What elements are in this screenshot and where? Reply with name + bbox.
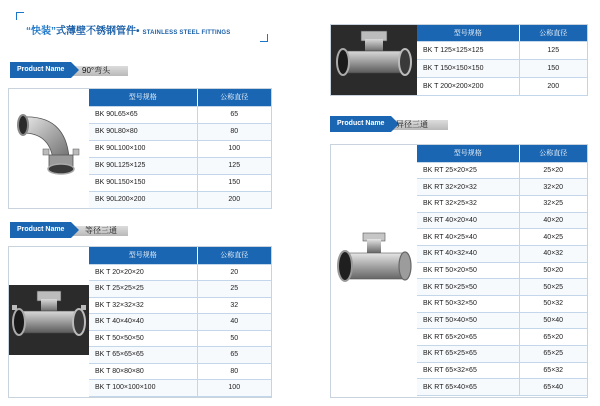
elbow-spec-table — [89, 89, 271, 209]
header-model: 型号规格 — [417, 25, 519, 41]
model-cell: BK T 40×40×40 — [89, 314, 197, 331]
diameter-cell: 65×20 — [519, 329, 587, 346]
reducing-tee-image — [331, 225, 417, 305]
header-diameter: 公称直径 — [197, 247, 271, 264]
model-cell: BK RT 65×32×65 — [417, 362, 519, 379]
model-cell: BK 90L80×80 — [89, 123, 197, 140]
title-dot: • — [136, 26, 140, 37]
header-model: 型号规格 — [89, 89, 197, 106]
model-cell: BK RT 65×40×65 — [417, 379, 519, 396]
title-english: STAINLESS STEEL FITTINGS — [142, 30, 231, 36]
header-corner-top-left — [16, 12, 24, 20]
diameter-cell: 20 — [197, 264, 271, 281]
table-row — [417, 162, 587, 179]
title-text: 式薄壁不锈钢管件 — [56, 26, 136, 37]
diameter-cell: 40×32 — [519, 245, 587, 262]
model-cell: BK RT 32×25×32 — [417, 195, 519, 212]
model-cell: BK T 50×50×50 — [89, 330, 197, 347]
table-row — [89, 281, 271, 298]
table-row — [417, 279, 587, 296]
table-row — [417, 229, 587, 246]
model-cell: BK T 20×20×20 — [89, 264, 197, 281]
reducing-tee-table-body — [417, 162, 587, 396]
tee-fitting-image — [9, 285, 89, 355]
product-name-text: 异径三通 — [396, 120, 428, 129]
table-row — [89, 123, 271, 140]
diameter-cell: 25 — [197, 281, 271, 298]
model-cell: BK T 25×25×25 — [89, 281, 197, 298]
table-row — [89, 157, 271, 174]
table-row — [417, 329, 587, 346]
table-row — [417, 59, 587, 77]
header-corner-bottom-right — [260, 34, 268, 42]
model-cell: BK RT 25×20×25 — [417, 162, 519, 179]
table-row — [417, 179, 587, 196]
table-row — [89, 140, 271, 157]
diameter-cell: 40×25 — [519, 229, 587, 246]
large-tee-fitting-image — [331, 25, 417, 95]
table-row — [89, 363, 271, 380]
diameter-cell: 65 — [197, 347, 271, 364]
diameter-cell: 25×20 — [519, 162, 587, 179]
table-row — [417, 362, 587, 379]
diameter-cell: 125 — [519, 41, 587, 59]
diameter-cell: 50×20 — [519, 262, 587, 279]
product-name-reducing-tee — [330, 116, 450, 132]
diameter-cell: 40×20 — [519, 212, 587, 229]
model-cell: BK 90L100×100 — [89, 140, 197, 157]
model-cell: BK T 100×100×100 — [89, 380, 197, 397]
table-row — [417, 312, 587, 329]
product-name-tag: Product Name — [330, 116, 391, 132]
diameter-cell: 150 — [519, 59, 587, 77]
model-cell: BK 90L200×200 — [89, 191, 197, 208]
diameter-cell: 65 — [197, 106, 271, 123]
diameter-cell: 100 — [197, 380, 271, 397]
table-row — [89, 191, 271, 208]
model-cell: BK T 32×32×32 — [89, 297, 197, 314]
large-tee-spec-table — [417, 25, 587, 96]
table-row — [417, 262, 587, 279]
diameter-cell: 100 — [197, 140, 271, 157]
diameter-cell: 50×32 — [519, 296, 587, 313]
model-cell: BK T 125×125×125 — [417, 41, 519, 59]
table-row — [89, 330, 271, 347]
diameter-cell: 200 — [197, 191, 271, 208]
diameter-cell: 150 — [197, 174, 271, 191]
model-cell: BK RT 50×25×50 — [417, 279, 519, 296]
table-row — [89, 380, 271, 397]
equal-tee-table-body — [89, 264, 271, 396]
table-row — [89, 264, 271, 281]
table-row — [417, 77, 587, 95]
header-diameter: 公称直径 — [197, 89, 271, 106]
product-name-text: 90°弯头 — [82, 66, 111, 75]
title-quote-word: “快装” — [26, 26, 56, 37]
elbow-table-body — [89, 106, 271, 208]
diameter-cell: 32×20 — [519, 179, 587, 196]
table-row — [89, 297, 271, 314]
page-title — [26, 22, 230, 37]
diameter-cell: 65×32 — [519, 362, 587, 379]
model-cell: BK RT 32×20×32 — [417, 179, 519, 196]
product-name-tag: Product Name — [10, 222, 71, 238]
diameter-cell: 32×25 — [519, 195, 587, 212]
model-cell: BK RT 40×32×40 — [417, 245, 519, 262]
equal-tee-spec-table — [89, 247, 271, 397]
model-cell: BK RT 50×32×50 — [417, 296, 519, 313]
model-cell: BK T 150×150×150 — [417, 59, 519, 77]
model-cell: BK 90L125×125 — [89, 157, 197, 174]
table-row — [417, 41, 587, 59]
header-diameter: 公称直径 — [519, 145, 587, 162]
diameter-cell: 80 — [197, 123, 271, 140]
large-tee-table-body — [417, 41, 587, 95]
table-row — [417, 379, 587, 396]
product-name-elbow — [10, 62, 130, 78]
elbow-fitting-image — [9, 89, 89, 208]
model-cell: BK RT 40×25×40 — [417, 229, 519, 246]
diameter-cell: 80 — [197, 363, 271, 380]
model-cell: BK RT 50×40×50 — [417, 312, 519, 329]
model-cell: BK T 80×80×80 — [89, 363, 197, 380]
table-row — [89, 106, 271, 123]
page-header — [16, 12, 268, 42]
reducing-tee-spec-table — [417, 145, 587, 396]
model-cell: BK RT 65×20×65 — [417, 329, 519, 346]
diameter-cell: 125 — [197, 157, 271, 174]
model-cell: BK RT 50×20×50 — [417, 262, 519, 279]
diameter-cell: 50 — [197, 330, 271, 347]
diameter-cell: 200 — [519, 77, 587, 95]
diameter-cell: 50×40 — [519, 312, 587, 329]
table-row — [417, 346, 587, 363]
diameter-cell: 32 — [197, 297, 271, 314]
product-name-text: 等径三通 — [85, 226, 117, 235]
diameter-cell: 65×25 — [519, 346, 587, 363]
header-model: 型号规格 — [417, 145, 519, 162]
model-cell: BK RT 65×25×65 — [417, 346, 519, 363]
table-row — [417, 212, 587, 229]
table-row — [417, 245, 587, 262]
header-model: 型号规格 — [89, 247, 197, 264]
model-cell: BK RT 40×20×40 — [417, 212, 519, 229]
model-cell: BK T 65×65×65 — [89, 347, 197, 364]
diameter-cell: 65×40 — [519, 379, 587, 396]
diameter-cell: 40 — [197, 314, 271, 331]
table-row — [417, 296, 587, 313]
table-row — [417, 195, 587, 212]
table-row — [89, 314, 271, 331]
model-cell: BK 90L150×150 — [89, 174, 197, 191]
table-row — [89, 174, 271, 191]
table-row — [89, 347, 271, 364]
product-name-tag: Product Name — [10, 62, 71, 78]
model-cell: BK T 200×200×200 — [417, 77, 519, 95]
header-diameter: 公称直径 — [519, 25, 587, 41]
model-cell: BK 90L65×65 — [89, 106, 197, 123]
diameter-cell: 50×25 — [519, 279, 587, 296]
product-name-equal-tee — [10, 222, 130, 238]
